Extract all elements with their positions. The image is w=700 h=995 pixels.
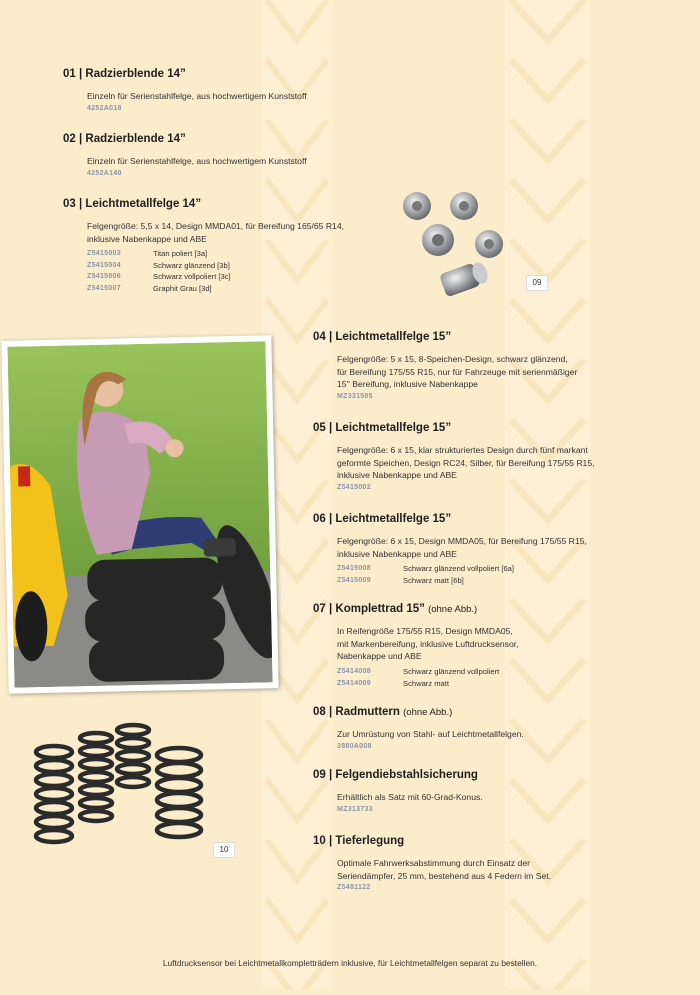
variant-label: Schwarz matt — [403, 678, 449, 688]
variant-label: Schwarz glänzend vollpoliert [6a] — [403, 564, 515, 574]
woman-on-tires-photo — [1, 335, 278, 694]
variant-row — [337, 678, 519, 690]
item-title: 09 | Felgendiebstahlsicherung — [313, 769, 478, 781]
item-part-number: Z5481122 — [337, 884, 371, 892]
item-07 — [313, 603, 519, 689]
item-title — [313, 603, 519, 615]
item-05 — [313, 422, 595, 491]
variant-row — [87, 248, 344, 260]
item-title: 06 | Leichtmetallfelge 15” — [313, 513, 452, 525]
item-03 — [63, 198, 344, 294]
item-10 — [313, 835, 551, 891]
item-title: 05 | Leichtmetallfelge 15” — [313, 422, 452, 434]
image-label-10: 10 — [213, 842, 235, 858]
item-description: Erhältlich als Satz mit 60-Grad-Konus. — [337, 792, 483, 802]
item-part-number: 4252A018 — [87, 104, 122, 112]
title-text: 07 | Komplettrad 15” — [313, 603, 425, 615]
title-text: 08 | Radmuttern — [313, 706, 400, 718]
item-description: Einzeln für Serienstahlfelge, aus hochwertigem Kunststoff — [87, 156, 307, 166]
title-note: (ohne Abb.) — [403, 707, 453, 718]
item-title: 04 | Leichtmetallfelge 15” — [313, 331, 452, 343]
variant-code: Z5414009 — [337, 679, 371, 687]
description-line: Felgengröße: 6 x 15, Design MMDA05, für Bereifung 175/55 R15, — [337, 536, 587, 546]
footer-note: Luftdrucksensor bei Leichtmetallkompletträdern inklusive, für Leichtmetallfelgen separat zu bestellen. — [162, 958, 538, 968]
variant-label: Schwarz matt [6b] — [403, 575, 464, 585]
item-09 — [313, 769, 483, 813]
lugnut-image — [400, 186, 520, 301]
title-note: (ohne Abb.) — [428, 604, 478, 615]
item-part-number: 4252A140 — [87, 169, 122, 177]
variant-label: Graphit Grau [3d] — [153, 283, 212, 293]
variant-label: Schwarz glänzend [3b] — [153, 260, 230, 270]
image-label-09: 09 — [526, 275, 548, 291]
description-line: inklusive Nabenkappe und ABE — [337, 470, 457, 481]
description-line: inklusive Nabenkappe und ABE — [87, 233, 207, 244]
variant-code: Z5415007 — [87, 284, 121, 292]
item-04 — [313, 331, 577, 400]
variant-label: Schwarz glänzend vollpoliert — [403, 667, 500, 677]
variant-row — [337, 666, 519, 678]
description-line: Nabenkappe und ABE — [337, 651, 422, 662]
item-title: 02 | Radzierblende 14” — [63, 133, 186, 145]
description-line: Felgengröße: 5 x 15, 8-Speichen-Design, schwarz glänzend, — [337, 354, 568, 364]
description-line: für Bereifung 175/55 R15, nur für Fahrzeuge mit serienmäßiger — [337, 366, 578, 377]
item-title: 10 | Tieferlegung — [313, 835, 405, 847]
item-description — [337, 535, 587, 560]
variant-code: Z5415003 — [87, 250, 121, 258]
variant-code: Z5414008 — [337, 668, 371, 676]
item-06 — [313, 513, 587, 586]
variant-code: Z5415009 — [337, 576, 371, 584]
item-description — [337, 444, 595, 482]
variant-row — [337, 575, 587, 587]
item-title — [313, 706, 524, 718]
item-part-number: Z5415002 — [337, 484, 371, 492]
item-02 — [63, 133, 307, 177]
description-line: geformte Speichen, Design RC24, Silber, für Bereifung 175/55 R15, — [337, 457, 595, 468]
variant-row — [87, 283, 344, 295]
item-part-number: MZ331505 — [337, 393, 373, 401]
item-title: 01 | Radzierblende 14” — [63, 68, 186, 80]
item-description — [337, 625, 519, 663]
item-description: Zur Umrüstung von Stahl- auf Leichtmetallfelgen. — [337, 729, 524, 739]
variant-code: Z5415006 — [87, 273, 121, 281]
item-01 — [63, 68, 307, 112]
description-line: Seriendämpfer, 25 mm, bestehend aus 4 Federn im Set. — [337, 870, 552, 881]
springs-image — [32, 720, 207, 845]
variant-row — [337, 563, 587, 575]
variant-label: Titan poliert [3a] — [153, 249, 208, 259]
item-part-number: 3880A008 — [337, 742, 372, 750]
item-description — [337, 353, 577, 391]
lugnut-icon — [403, 192, 503, 297]
description-line: inklusive Nabenkappe und ABE — [337, 548, 457, 559]
description-line: In Reifengröße 175/55 R15, Design MMDA05, — [337, 626, 513, 636]
variant-code: Z5415004 — [87, 261, 121, 269]
variant-label: Schwarz vollpoliert [3c] — [153, 272, 231, 282]
description-line: 15'' Bereifung, inklusive Nabenkappe — [337, 379, 478, 390]
coil-spring-icon — [32, 720, 207, 845]
description-line: Felgengröße: 6 x 15, klar strukturiertes Design durch fünf markant — [337, 445, 588, 455]
variant-row — [87, 260, 344, 272]
variant-row — [87, 271, 344, 283]
item-description — [337, 857, 551, 882]
item-title: 03 | Leichtmetallfelge 14” — [63, 198, 202, 210]
description-line: Optimale Fahrwerksabstimmung durch Einsatz der — [337, 858, 530, 868]
description-line: mit Markenbereifung, inklusive Luftdrucksensor, — [337, 638, 519, 649]
variant-code: Z5415008 — [337, 565, 371, 573]
item-description: Einzeln für Serienstahlfelge, aus hochwertigem Kunststoff — [87, 91, 307, 101]
item-08 — [313, 706, 524, 750]
item-part-number: MZ313733 — [337, 805, 373, 813]
description-line: Felgengröße: 5,5 x 14, Design MMDA01, für Bereifung 165/65 R14, — [87, 221, 344, 231]
item-description — [87, 220, 344, 245]
